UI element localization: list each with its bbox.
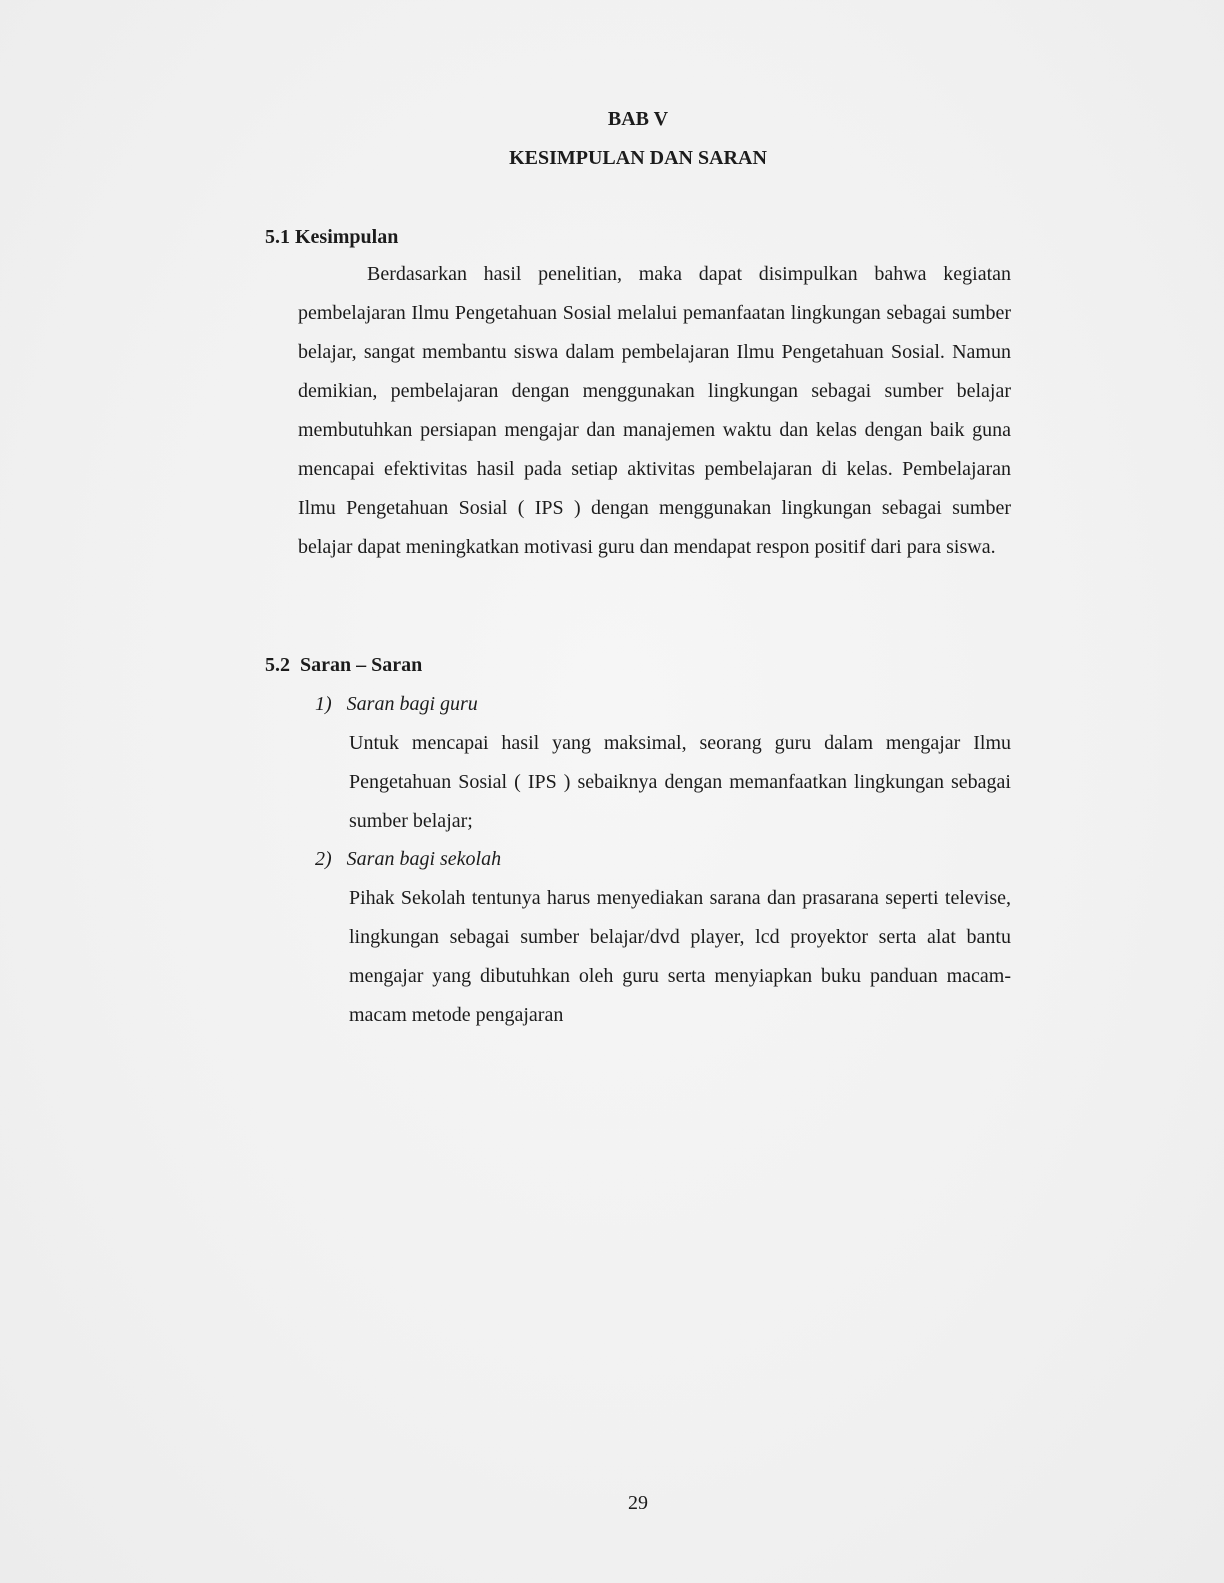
chapter-number: BAB V [607, 108, 669, 130]
page-number: 29 [628, 1492, 648, 1514]
saran-item-body-sekolah: Pihak Sekolah tentunya harus menyediakan sarana dan prasarana seperti televise, lingkungan sebagai sumber belajar/dvd player, lcd proyektor serta alat bantu mengajar yang dibutuhkan oleh guru serta menyiapkan buku panduan macam-macam metode pengajaran [349, 887, 1011, 1026]
saran-item-label-sekolah: 2) Saran bagi sekolah [315, 848, 502, 870]
kesimpulan-paragraph: Berdasarkan hasil penelitian, maka dapat disimpulkan bahwa kegiatan pembelajaran Ilmu Pengetahuan Sosial melalui pemanfaatan lingkungan sebagai sumber belajar, sangat membantu siswa dalam pembelajaran Ilmu Pengetahuan Sosial. Namun demikian, pembelajaran dengan menggunakan lingkungan sebagai sumber belajar membutuhkan persiapan mengajar dan manajemen waktu dan kelas dengan baik guna mencapai efektivitas hasil pada setiap aktivitas pembelajaran di kelas. Pembelajaran Ilmu Pengetahuan Sosial ( IPS ) dengan menggunakan lingkungan sebagai sumber belajar dapat meningkatkan motivasi guru dan mendapat respon positif dari para siswa. [298, 263, 1011, 558]
chapter-title: KESIMPULAN DAN SARAN [509, 147, 767, 169]
section-heading-saran: 5.2 Saran – Saran [265, 654, 423, 676]
saran-item-body-guru: Untuk mencapai hasil yang maksimal, seorang guru dalam mengajar Ilmu Pengetahuan Sosial ( IPS ) sebaiknya dengan memanfaatkan lingkungan sebagai sumber belajar; [349, 732, 1011, 832]
section-heading-kesimpulan: 5.1 Kesimpulan [265, 226, 399, 248]
saran-item-label-guru: 1) Saran bagi guru [315, 693, 478, 715]
